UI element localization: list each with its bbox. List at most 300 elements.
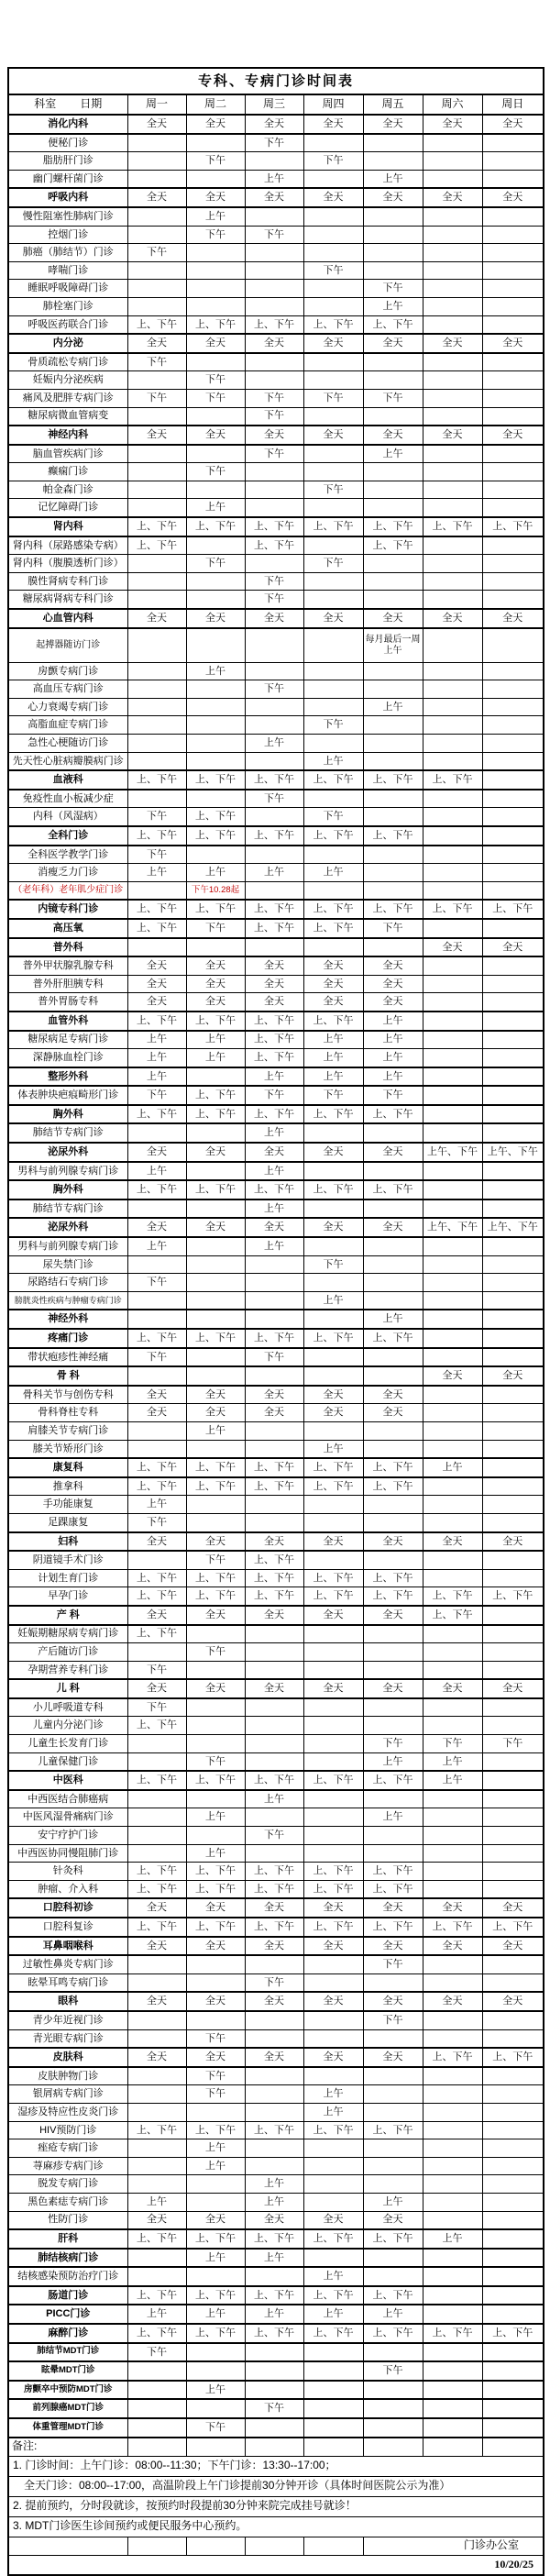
empty-cell [303,2537,363,2555]
clinic-name: 起搏器随访门诊 [8,628,127,663]
schedule-cell [127,2267,186,2286]
schedule-cell [245,297,303,315]
schedule-cell: 全天 [303,2048,363,2067]
clinic-schedule-table [7,67,544,2576]
schedule-cell: 全天 [303,1532,363,1552]
clinic-name: 普外肝胆胰专科 [8,975,127,993]
schedule-cell [423,735,482,753]
schedule-row [8,1031,544,1049]
schedule-cell: 上午 [363,445,423,463]
clinic-name: 脑血管疾病门诊 [8,445,127,463]
clinic-name: 过敏性鼻炎专病门诊 [8,1955,127,1973]
schedule-cell [127,1421,186,1440]
schedule-row [8,2267,544,2286]
schedule-cell: 上、下午 [245,315,303,334]
schedule-cell [482,207,544,226]
schedule-cell: 上、下午 [303,1918,363,1937]
clinic-name: 儿童保健门诊 [8,1752,127,1771]
schedule-cell [423,170,482,188]
schedule-cell [482,1606,544,1625]
schedule-cell [423,1291,482,1310]
schedule-cell [127,207,186,226]
schedule-cell: 上、下午 [127,1180,186,1200]
clinic-name: 心血管内科 [8,609,127,628]
schedule-cell [423,1274,482,1292]
schedule-row [8,1790,544,1808]
schedule-row [8,2193,544,2211]
empty-cell [186,2537,245,2555]
schedule-row [8,1291,544,1310]
schedule-cell: 下午 [303,261,363,280]
schedule-cell [363,808,423,826]
schedule-cell [482,919,544,938]
schedule-cell [363,353,423,371]
schedule-cell [423,2286,482,2305]
clinic-name: 血液科 [8,770,127,790]
clinic-name: 呼吸内科 [8,188,127,207]
schedule-row [8,2361,544,2381]
schedule-cell [186,261,245,280]
schedule-row [8,1551,544,1569]
schedule-cell: 全天 [423,1532,482,1552]
empty-cell [245,2537,303,2555]
clinic-name: 膀胱炎性疾病与肿瘤专病门诊 [8,1291,127,1310]
clinic-name: 深静脉血栓门诊 [8,1049,127,1067]
schedule-cell [363,1698,423,1717]
clinic-name: 痤疮专病门诊 [8,2139,127,2158]
schedule-row [8,826,544,846]
schedule-cell: 上、下午 [303,1569,363,1587]
schedule-cell: 下午 [303,808,363,826]
schedule-cell: 全天 [363,1898,423,1918]
schedule-cell [186,790,245,808]
schedule-cell [245,2267,303,2286]
note-line-2: 全天门诊：08:00--17:00，高温阶段上午门诊提前30分钟开诊（具体时间医院公示为准） [8,2476,544,2496]
schedule-cell [363,1123,423,1143]
schedule-cell [303,1310,363,1329]
schedule-cell [423,371,482,390]
schedule-cell [423,2029,482,2048]
clinic-name: 足踝康复 [8,1513,127,1531]
schedule-cell [423,1012,482,1031]
schedule-cell [186,2399,245,2418]
schedule-cell: 下午 [303,152,363,171]
schedule-cell [363,752,423,770]
schedule-cell [363,938,423,957]
schedule-cell [303,591,363,609]
schedule-cell: 上午、下午 [423,1143,482,1162]
schedule-cell [303,1717,363,1735]
schedule-cell [423,1955,482,1973]
schedule-cell [423,1200,482,1219]
schedule-cell: 下午 [127,389,186,407]
schedule-cell [186,1735,245,1753]
schedule-cell: 下午 [245,1827,303,1845]
schedule-cell [127,1752,186,1771]
schedule-cell: 上、下午 [303,2324,363,2343]
schedule-cell [127,226,186,244]
schedule-row [8,1123,544,1143]
schedule-cell: 上、下午 [186,1771,245,1790]
schedule-cell: 下午 [245,389,303,407]
schedule-cell: 上、下午 [186,1105,245,1124]
schedule-cell: 全天 [245,1606,303,1625]
schedule-row [8,864,544,882]
schedule-cell: 上午 [303,1440,363,1458]
schedule-cell [423,1067,482,1087]
schedule-cell: 全天 [363,1404,423,1422]
schedule-cell [186,1291,245,1310]
schedule-cell [186,572,245,591]
schedule-cell [303,2361,363,2381]
schedule-cell: 上午 [186,1049,245,1067]
schedule-cell [363,1291,423,1310]
schedule-cell: 上、下午 [186,770,245,790]
schedule-cell: 上午 [186,207,245,226]
schedule-cell [363,2067,423,2085]
schedule-cell: 全天 [363,1937,423,1956]
schedule-cell: 全天 [127,993,186,1012]
schedule-cell: 全天 [482,115,544,134]
schedule-cell [482,1237,544,1255]
clinic-name: 青光眼专病门诊 [8,2029,127,2048]
schedule-cell [303,1348,363,1367]
schedule-cell [482,993,544,1012]
header-day-sun: 周日 [482,94,544,115]
clinic-name: 带状疱疹性神经痛 [8,1348,127,1367]
schedule-cell [127,2418,186,2438]
schedule-cell [303,1625,363,1643]
schedule-cell: 全天 [186,975,245,993]
schedule-cell: 全天 [127,2048,186,2067]
schedule-row [8,2399,544,2418]
schedule-row [8,555,544,573]
schedule-cell [363,1625,423,1643]
schedule-cell [303,1955,363,1973]
schedule-cell [423,1329,482,1348]
schedule-cell [363,555,423,573]
schedule-cell [186,1827,245,1845]
schedule-cell [303,1551,363,1569]
clinic-name: 内镜专科门诊 [8,900,127,919]
schedule-cell [303,463,363,481]
schedule-cell: 上午 [245,2249,303,2268]
clinic-name: 耳鼻咽喉科 [8,1937,127,1956]
schedule-cell [482,2229,544,2249]
schedule-cell [423,1513,482,1531]
schedule-cell: 全天 [363,2048,423,2067]
schedule-cell [245,1955,303,1973]
schedule-cell: 下午 [186,2029,245,2048]
note-line-1: 1. 门诊时间：上午门诊：08:00--11:30；下午门诊：13:30--17:00； [8,2456,544,2476]
schedule-row [8,2381,544,2400]
schedule-cell: 上、下午 [363,2121,423,2139]
schedule-cell: 上、下午 [127,1880,186,1898]
schedule-cell [303,353,363,371]
schedule-cell [245,2011,303,2029]
schedule-row [8,1404,544,1422]
schedule-cell [482,1661,544,1679]
schedule-cell: 上、下午 [245,1180,303,1200]
schedule-cell [482,846,544,864]
schedule-cell [363,2381,423,2400]
schedule-cell: 下午 [363,1086,423,1105]
schedule-row [8,1918,544,1937]
schedule-cell: 上、下午 [186,808,245,826]
empty-cell [303,2438,363,2457]
schedule-cell [363,591,423,609]
schedule-cell [482,353,544,371]
schedule-cell [423,1477,482,1496]
schedule-cell [423,1386,482,1404]
schedule-cell: 全天 [363,956,423,975]
schedule-cell [245,2361,303,2381]
schedule-row [8,808,544,826]
schedule-row [8,207,544,226]
schedule-cell [363,662,423,680]
schedule-cell: 全天 [303,188,363,207]
schedule-row [8,993,544,1012]
clinic-name: HIV预防门诊 [8,2121,127,2139]
schedule-cell: 全天 [186,1532,245,1552]
schedule-cell [423,2305,482,2324]
schedule-row [8,1348,544,1367]
schedule-cell [423,2067,482,2085]
schedule-cell [482,1123,544,1143]
schedule-cell [303,1698,363,1717]
schedule-cell [423,2121,482,2139]
schedule-cell [423,2103,482,2121]
schedule-cell [186,1348,245,1367]
schedule-cell: 上、下午 [363,536,423,555]
clinic-name: 肩膝关节专病门诊 [8,1421,127,1440]
empty-cell [127,2537,186,2555]
schedule-cell [245,1698,303,1717]
schedule-cell [303,735,363,753]
schedule-cell [303,1496,363,1514]
schedule-row [8,499,544,517]
schedule-row [8,1606,544,1625]
schedule-cell: 上、下午 [363,1477,423,1496]
clinic-name: 肿瘤、介入科 [8,1880,127,1898]
schedule-cell: 上、下午 [127,1458,186,1477]
schedule-cell [127,1955,186,1973]
schedule-cell: 上午 [363,1310,423,1329]
schedule-cell [423,481,482,499]
schedule-cell: 下午 [245,572,303,591]
schedule-cell [245,662,303,680]
schedule-cell [423,2211,482,2229]
schedule-cell [482,2418,544,2438]
schedule-cell: 上、下午 [303,770,363,790]
schedule-cell: 上午 [245,170,303,188]
schedule-cell: 全天 [186,1218,245,1237]
schedule-cell: 上午 [245,735,303,753]
schedule-cell: 上、下午 [363,1918,423,1937]
schedule-cell: 全天 [423,334,482,353]
schedule-cell [303,2067,363,2085]
clinic-name: 儿 科 [8,1679,127,1698]
schedule-cell [303,680,363,699]
clinic-name: 肾内科（腹膜透析门诊） [8,555,127,573]
schedule-cell: 全天 [127,1532,186,1552]
clinic-name: 骨科关节与创伤专科 [8,1386,127,1404]
schedule-cell [482,628,544,663]
clinic-name: 痛风及肥胖专病门诊 [8,389,127,407]
schedule-row [8,2139,544,2158]
schedule-cell [127,481,186,499]
clinic-name: 骨质疏松专病门诊 [8,353,127,371]
clinic-name: 高压氧 [8,919,127,938]
schedule-cell [363,1513,423,1531]
schedule-cell: 上、下午 [127,517,186,536]
schedule-cell [245,2157,303,2175]
schedule-cell: 全天 [127,2211,186,2229]
schedule-cell [482,1200,544,1219]
schedule-cell: 全天 [186,1606,245,1625]
schedule-cell [303,1752,363,1771]
clinic-name: 中西医结合肺癌病 [8,1790,127,1808]
schedule-cell [245,808,303,826]
schedule-cell: 上、下午 [245,2121,303,2139]
schedule-cell [303,1200,363,1219]
schedule-cell: 全天 [127,1992,186,2011]
schedule-cell: 上午 [186,2139,245,2158]
schedule-row [8,1274,544,1292]
schedule-cell: 下午 [245,1973,303,1992]
schedule-cell [482,297,544,315]
schedule-cell: 上、下午 [245,2286,303,2305]
schedule-cell [482,1513,544,1531]
clinic-name: 普外甲状腺乳腺专科 [8,956,127,975]
header-day-fri: 周五 [363,94,423,115]
schedule-cell: 全天 [245,975,303,993]
schedule-cell [482,752,544,770]
schedule-cell: 上、下午 [127,1569,186,1587]
schedule-cell [303,407,363,426]
schedule-cell: 全天 [245,1143,303,1162]
schedule-cell [482,1496,544,1514]
schedule-cell: 全天 [186,334,245,353]
schedule-cell: 全天 [245,1532,303,1552]
schedule-cell [303,846,363,864]
schedule-cell [245,1661,303,1679]
schedule-cell [127,2361,186,2381]
clinic-name: 皮肤科 [8,2048,127,2067]
schedule-cell: 上午 [127,1031,186,1049]
schedule-cell: 上午 [245,1237,303,1255]
clinic-name: 泌尿外科 [8,1143,127,1162]
schedule-cell: 下午 [303,481,363,499]
schedule-row [8,536,544,555]
schedule-cell: 上、下午 [363,2229,423,2249]
schedule-cell: 上、下午 [186,1880,245,1898]
schedule-cell [127,280,186,298]
schedule-cell: 上午 [245,1123,303,1143]
clinic-name: 泌尿外科 [8,1218,127,1237]
schedule-cell [423,1569,482,1587]
schedule-cell [303,1162,363,1181]
schedule-cell [303,1421,363,1440]
empty-cell [423,2438,482,2457]
schedule-cell [127,1255,186,1274]
schedule-cell [423,846,482,864]
clinic-name: 膜性肾病专科门诊 [8,572,127,591]
schedule-cell [482,1012,544,1031]
schedule-row [8,2085,544,2104]
schedule-cell [482,790,544,808]
empty-cell [363,2438,423,2457]
schedule-cell [245,1291,303,1310]
schedule-cell [303,1513,363,1531]
page-title: 专科、专病门诊时间表 [8,68,544,94]
schedule-cell: 上、下午 [186,1458,245,1477]
schedule-cell: 上、下午 [186,2121,245,2139]
schedule-cell: 上、下午 [245,2324,303,2343]
schedule-cell: 下午 [245,445,303,463]
schedule-cell: 上、下午 [303,1458,363,1477]
schedule-cell: 上、下午 [127,1863,186,1881]
clinic-name: 记忆障碍门诊 [8,499,127,517]
schedule-row [8,353,544,371]
schedule-cell: 上午 [363,2193,423,2211]
schedule-cell [127,1808,186,1827]
clinic-name: 眼科 [8,1992,127,2011]
schedule-cell [482,1551,544,1569]
schedule-row [8,1143,544,1162]
clinic-name: 尿路结石专病门诊 [8,1274,127,1292]
schedule-cell: 上、下午 [363,770,423,790]
clinic-name: 骨 科 [8,1366,127,1386]
schedule-cell [245,1310,303,1329]
schedule-cell [482,1440,544,1458]
schedule-row [8,975,544,993]
clinic-name: 男科与前列腺专病门诊 [8,1162,127,1181]
schedule-row [8,680,544,699]
schedule-cell [186,698,245,716]
schedule-cell [363,463,423,481]
schedule-cell: 下午 [482,1735,544,1753]
schedule-cell [482,680,544,699]
clinic-name: 慢性阻塞性肺病门诊 [8,207,127,226]
schedule-cell [482,1625,544,1643]
schedule-cell: 上、下午 [127,919,186,938]
clinic-name: 胸外科 [8,1105,127,1124]
schedule-cell: 全天 [127,609,186,628]
schedule-cell: 上、下午 [245,1458,303,1477]
clinic-name: 口腔科复诊 [8,1918,127,1937]
schedule-cell [127,2139,186,2158]
schedule-cell: 全天 [245,1679,303,1698]
schedule-cell [482,1105,544,1124]
schedule-row [8,2324,544,2343]
schedule-cell: 全天 [245,609,303,628]
clinic-name: 孕期营养专科门诊 [8,1661,127,1679]
schedule-cell [482,1180,544,1200]
schedule-cell: 上、下午 [186,1180,245,1200]
clinic-name: 房颤卒中预防MDT门诊 [8,2381,127,2400]
schedule-cell [245,2418,303,2438]
schedule-cell: 下午 [423,1735,482,1753]
schedule-cell: 全天 [245,1218,303,1237]
schedule-row [8,1752,544,1771]
schedule-cell [186,1274,245,1292]
schedule-cell [423,752,482,770]
clinic-name: 肺栓塞门诊 [8,297,127,315]
schedule-cell: 上午、下午 [482,1143,544,1162]
schedule-cell [303,445,363,463]
schedule-cell [423,152,482,171]
